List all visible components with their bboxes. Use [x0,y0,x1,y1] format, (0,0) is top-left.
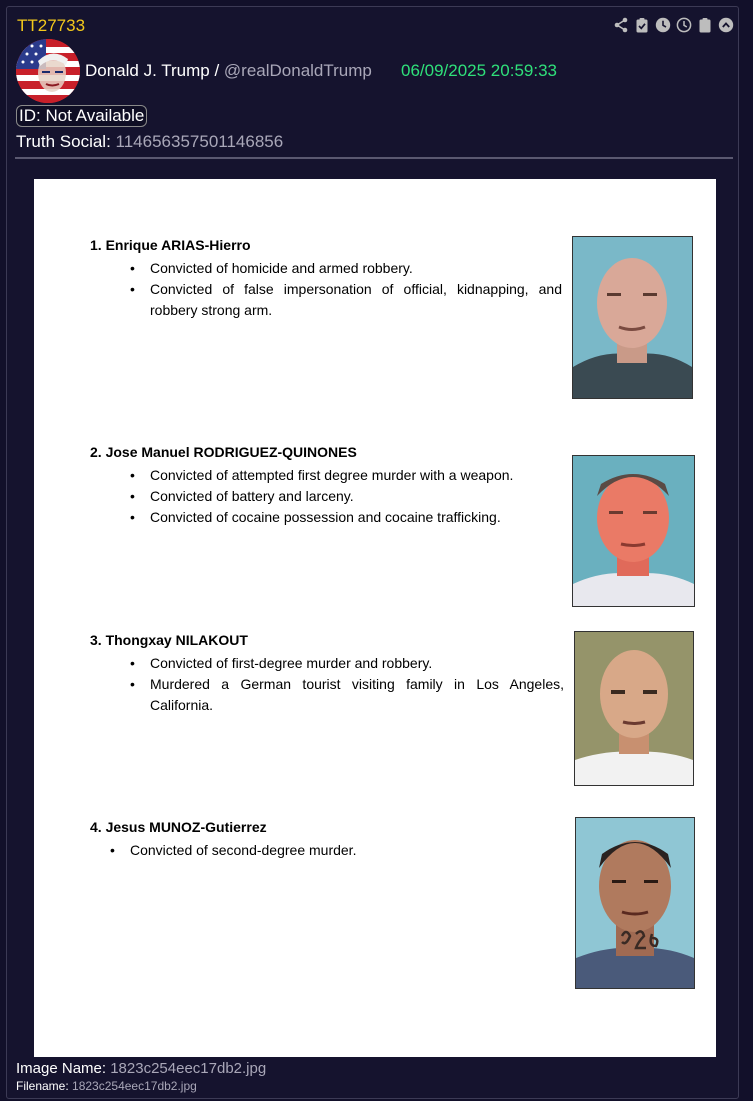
flag-portrait-icon [16,39,80,103]
entry-name: Jesus MUNOZ-Gutierrez [105,819,267,835]
mugshot-photo [572,455,695,607]
image-name-value[interactable]: 1823c254eec17db2.jpg [110,1060,267,1077]
clock-outline-icon[interactable] [675,16,692,33]
bullet-item: • Convicted of homicide and armed robbery. [130,258,562,279]
bullet-item: • Murdered a German tourist visiting family in Los Angeles, California. [130,674,564,716]
post-card [6,6,739,1099]
author-name[interactable]: Donald J. Trump [85,61,210,80]
truth-social-id [16,132,283,152]
bullet-item: • Convicted of battery and larceny. [130,486,570,507]
truth-social-label: Truth Social: [16,132,111,151]
clipboard-icon[interactable] [696,16,713,33]
bullet-list [130,258,562,321]
author-line [85,61,372,81]
person-photo-icon [573,456,694,606]
bullet-list [130,465,570,528]
mugshot-photo [572,236,693,399]
filename-row [16,1079,197,1093]
post-image-document[interactable] [34,179,716,1057]
clipboard-check-icon[interactable] [633,16,650,33]
image-name-label: Image Name: [16,1060,107,1077]
person-photo-icon [573,237,692,398]
person-photo-icon [575,632,693,785]
share-icon[interactable] [612,16,629,33]
entry-number: 2. [90,444,102,460]
mugshot-photo [574,631,694,786]
id-badge: ID: Not Available [16,105,147,127]
entry-name: Jose Manuel RODRIGUEZ-QUINONES [105,444,357,460]
bullet-list [130,653,564,716]
avatar [16,39,80,103]
bullet-item: • Convicted of false impersonation of official, kidnapping, and robbery strong arm. [130,279,562,321]
bullet-list [110,840,550,861]
filename-label: Filename: [16,1079,69,1093]
entry-number: 4. [90,819,102,835]
chevron-up-circle-icon[interactable] [717,16,734,33]
post-toolbar [612,16,734,33]
clock-filled-icon[interactable] [654,16,671,33]
bullet-item: • Convicted of attempted first degree murder with a weapon. [130,465,570,486]
bullet-item: • Convicted of cocaine possession and cocaine trafficking. [130,507,570,528]
bullet-item: • Convicted of second-degree murder. [110,840,550,861]
post-id[interactable]: TT27733 [17,16,86,35]
author-handle[interactable]: @realDonaldTrump [223,61,372,80]
person-photo-icon [576,818,694,988]
entry-name: Enrique ARIAS-Hierro [105,237,251,253]
mugshot-photo [575,817,695,989]
bullet-item: • Convicted of first-degree murder and robbery. [130,653,564,674]
entry-name: Thongxay NILAKOUT [105,632,248,648]
post-timestamp: 06/09/2025 20:59:33 [401,61,557,80]
truth-social-value[interactable]: 114656357501146856 [115,132,284,151]
divider [15,157,733,159]
entry-number: 3. [90,632,102,648]
image-name-row [16,1060,266,1077]
author-separator: / [209,61,224,80]
filename-value[interactable]: 1823c254eec17db2.jpg [72,1079,197,1093]
entry-number: 1. [90,237,102,253]
